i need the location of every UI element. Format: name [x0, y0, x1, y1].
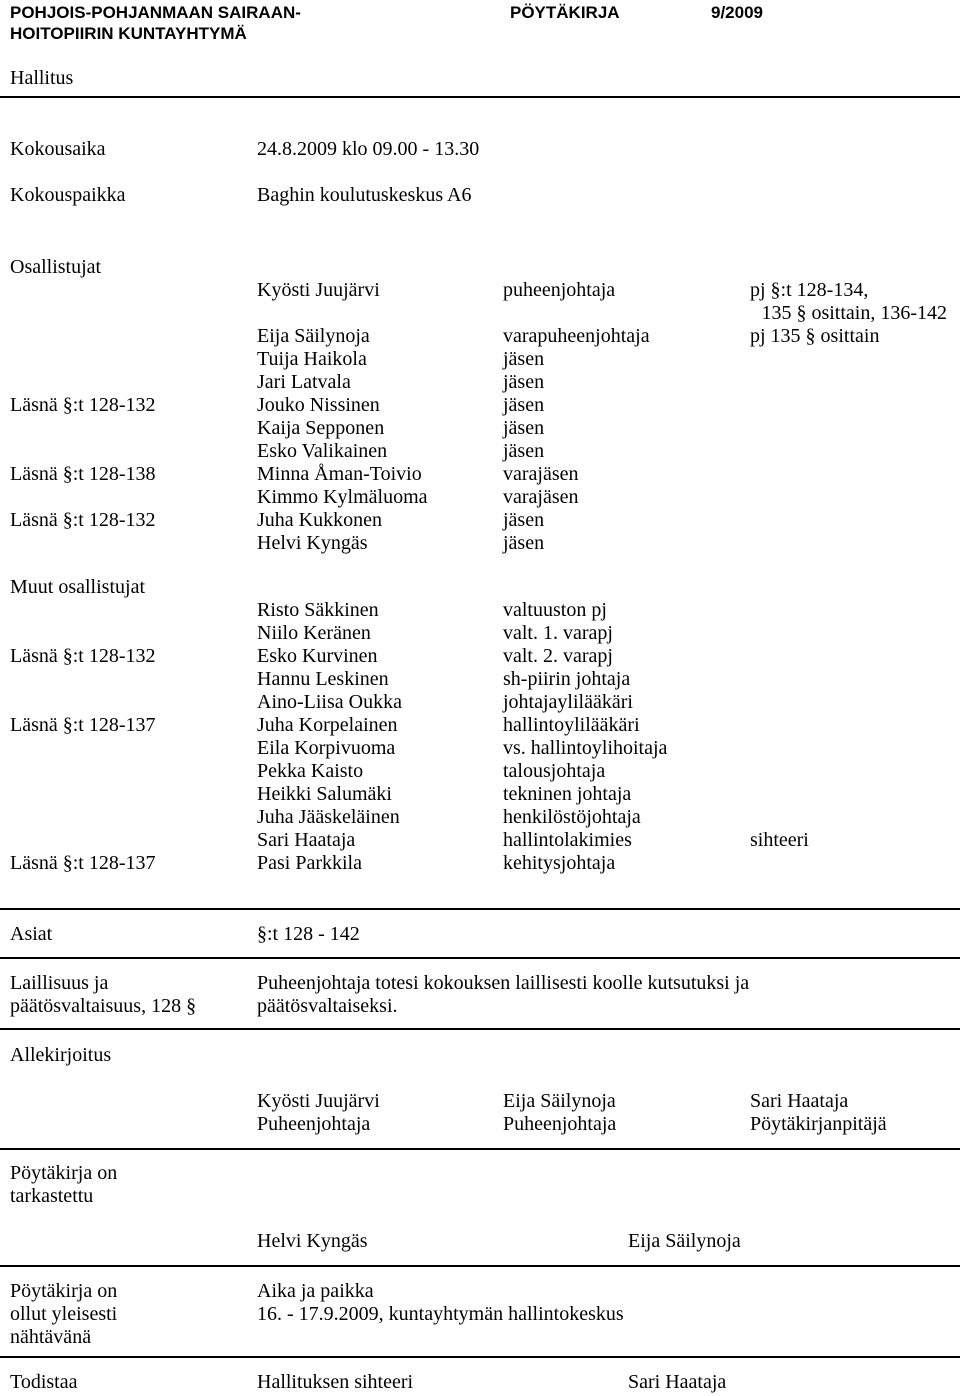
participant-role: jäsen: [503, 394, 545, 416]
participant-presence: Läsnä §:t 128-132: [10, 509, 156, 531]
participant-presence: Läsnä §:t 128-137: [10, 714, 156, 736]
legality-label-line1: Laillisuus ja: [10, 972, 109, 994]
participant-row: [0, 714, 960, 737]
participant-name: Jari Latvala: [257, 371, 351, 393]
participant-name: Kaija Sepponen: [257, 417, 385, 439]
participant-row: [0, 599, 960, 622]
participant-note: pj 135 § osittain: [750, 325, 880, 347]
meeting-time-value: 24.8.2009 klo 09.00 - 13.30: [257, 138, 480, 160]
signer-name: Kyösti Juujärvi: [257, 1090, 380, 1112]
participant-role: jäsen: [503, 348, 545, 370]
participant-name: Jouko Nissinen: [257, 394, 380, 416]
participant-role: valt. 1. varapj: [503, 622, 613, 644]
participant-role: puheenjohtaja: [503, 279, 616, 301]
participant-role: johtajaylilääkäri: [503, 691, 633, 713]
participant-row: [0, 852, 960, 875]
public-display-value: 16. - 17.9.2009, kuntayhtymän hallintokeskus: [257, 1303, 624, 1325]
signer-title: Puheenjohtaja: [257, 1113, 371, 1135]
participant-name: Minna Åman-Toivio: [257, 463, 422, 485]
participants-divider: [0, 908, 960, 910]
participant-row: [0, 829, 960, 852]
matters-label: Asiat: [10, 923, 53, 945]
participant-name: Risto Säkkinen: [257, 599, 379, 621]
participant-role: talousjohtaja: [503, 760, 606, 782]
participant-name: Esko Valikainen: [257, 440, 388, 462]
certifier-role: Hallituksen sihteeri: [257, 1371, 414, 1393]
legality-text-line2: päätösvaltaiseksi.: [257, 995, 398, 1017]
meeting-place-value: Baghin koulutuskeskus A6: [257, 184, 472, 206]
header-divider: [0, 96, 960, 98]
chair-note-line1: pj §:t 128-134,: [750, 279, 869, 301]
participant-row: [0, 622, 960, 645]
signer-title: Pöytäkirjanpitäjä: [750, 1113, 887, 1135]
participant-role: sh-piirin johtaja: [503, 668, 631, 690]
participant-row: [0, 325, 960, 348]
document-type: PÖYTÄKIRJA: [510, 3, 620, 22]
participant-role: henkilöstöjohtaja: [503, 806, 641, 828]
chair-note-line2: 135 § osittain, 136-142: [761, 302, 947, 324]
participant-name: Tuija Haikola: [257, 348, 367, 370]
participant-row: [0, 532, 960, 555]
public-display-label-line3: nähtävänä: [10, 1326, 92, 1348]
participant-role: jäsen: [503, 417, 545, 439]
organization-name-line1: POHJOIS-POHJANMAAN SAIRAAN-: [10, 3, 301, 22]
governing-body-name: Hallitus: [10, 67, 74, 89]
participant-row: [0, 691, 960, 714]
participant-row: [0, 348, 960, 371]
participant-role: varajäsen: [503, 463, 579, 485]
certifier-name: Sari Haataja: [628, 1371, 727, 1393]
participant-row: [0, 394, 960, 417]
participant-role: jäsen: [503, 509, 545, 531]
participant-name: Sari Haataja: [257, 829, 356, 851]
participant-name: Eila Korpivuoma: [257, 737, 396, 759]
participant-presence: Läsnä §:t 128-138: [10, 463, 156, 485]
participant-role: hallintoylilääkäri: [503, 714, 640, 736]
participant-presence: Läsnä §:t 128-137: [10, 852, 156, 874]
signer-name: Eija Säilynoja: [503, 1090, 616, 1112]
participant-row: [0, 783, 960, 806]
matters-value: §:t 128 - 142: [257, 923, 360, 945]
other-participants-label: Muut osallistujat: [10, 576, 145, 598]
participant-role: jäsen: [503, 532, 545, 554]
participant-role: varajäsen: [503, 486, 579, 508]
participant-name: Kyösti Juujärvi: [257, 279, 380, 301]
participant-row: [0, 760, 960, 783]
participant-name: Eija Säilynoja: [257, 325, 370, 347]
inspector-name: Eija Säilynoja: [628, 1230, 741, 1252]
organization-name-line2: HOITOPIIRIN KUNTAYHTYMÄ: [10, 24, 247, 43]
participant-role: kehitysjohtaja: [503, 852, 616, 874]
participant-name: Pekka Kaisto: [257, 760, 364, 782]
signer-name: Sari Haataja: [750, 1090, 849, 1112]
participant-row: [0, 509, 960, 532]
participant-name: Juha Jääskeläinen: [257, 806, 400, 828]
participant-name: Esko Kurvinen: [257, 645, 378, 667]
legality-label-line2: päätösvaltaisuus, 128 §: [10, 995, 197, 1017]
participant-role: jäsen: [503, 440, 545, 462]
participant-presence: Läsnä §:t 128-132: [10, 394, 156, 416]
participant-role: varapuheenjohtaja: [503, 325, 650, 347]
participant-role: tekninen johtaja: [503, 783, 632, 805]
participant-name: Juha Kukkonen: [257, 509, 382, 531]
participant-row: [0, 486, 960, 509]
participant-note: sihteeri: [750, 829, 809, 851]
public-display-divider: [0, 1356, 960, 1358]
participant-row: [0, 371, 960, 394]
participant-row: [0, 440, 960, 463]
participant-role: valtuuston pj: [503, 599, 607, 621]
public-display-label-line2: ollut yleisesti: [10, 1303, 118, 1325]
participant-name: Hannu Leskinen: [257, 668, 389, 690]
meeting-place-label: Kokouspaikka: [10, 184, 126, 206]
participant-presence: Läsnä §:t 128-132: [10, 645, 156, 667]
legality-text-line1: Puheenjohtaja totesi kokouksen laillisesti koolle kutsutuksi ja: [257, 972, 750, 994]
signer-title: Puheenjohtaja: [503, 1113, 617, 1135]
participant-role: hallintolakimies: [503, 829, 632, 851]
legality-divider: [0, 1028, 960, 1030]
participant-row: [0, 463, 960, 486]
participant-name: Juha Korpelainen: [257, 714, 398, 736]
participant-name: Helvi Kyngäs: [257, 532, 368, 554]
participant-name: Aino-Liisa Oukka: [257, 691, 402, 713]
participant-row: [0, 417, 960, 440]
participant-role: jäsen: [503, 371, 545, 393]
participant-role: vs. hallintoylihoitaja: [503, 737, 668, 759]
public-display-heading: Aika ja paikka: [257, 1280, 374, 1302]
participant-name: Kimmo Kylmäluoma: [257, 486, 428, 508]
signatures-label: Allekirjoitus: [10, 1044, 112, 1066]
participants-label: Osallistujat: [10, 256, 102, 278]
inspector-name: Helvi Kyngäs: [257, 1230, 368, 1252]
participant-name: Heikki Salumäki: [257, 783, 392, 805]
meeting-time-label: Kokousaika: [10, 138, 106, 160]
participant-name: Pasi Parkkila: [257, 852, 362, 874]
inspection-label-line1: Pöytäkirja on: [10, 1162, 118, 1184]
document-number: 9/2009: [711, 3, 763, 22]
public-display-label-line1: Pöytäkirja on: [10, 1280, 118, 1302]
participant-row: [0, 806, 960, 829]
certify-label: Todistaa: [10, 1371, 78, 1393]
participant-row: [0, 279, 960, 302]
matters-divider: [0, 957, 960, 959]
participant-row: [0, 737, 960, 760]
participant-row: [0, 645, 960, 668]
participant-row: [0, 668, 960, 691]
inspection-label-line2: tarkastettu: [10, 1185, 94, 1207]
participant-name: Niilo Keränen: [257, 622, 371, 644]
inspection-divider: [0, 1265, 960, 1267]
signatures-divider: [0, 1148, 960, 1150]
participant-role: valt. 2. varapj: [503, 645, 613, 667]
